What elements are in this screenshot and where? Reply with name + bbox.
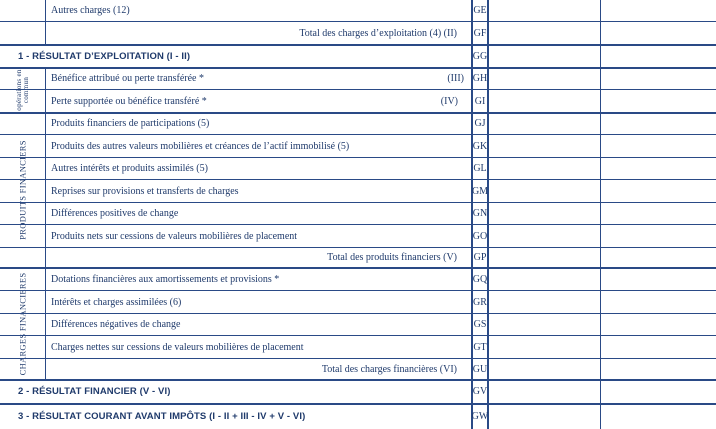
row-autres-charges [0,0,716,22]
row-code: GJ [471,113,489,134]
value-cell-previous[interactable] [601,45,716,67]
row-label: Produits des autres valeurs mobilières et créances de l’actif immobilisé (5) [51,140,350,152]
value-cell-previous[interactable] [601,203,716,224]
row-label: Reprises sur provisions et transferts de charges [51,185,239,197]
value-cell-current[interactable] [489,180,601,202]
row-label: Charges nettes sur cessions de valeurs mobilières de placement [51,341,304,353]
value-cell-current[interactable] [489,404,601,429]
row-total-charges-financieres [0,359,716,380]
value-cell-current[interactable] [489,113,601,134]
value-cell-previous[interactable] [601,22,716,44]
row-label: Intérêts et charges assimilées (6) [51,296,182,308]
row-charges-nettes-cessions [0,336,716,359]
row-label: 2 - RÉSULTAT FINANCIER (V - VI) [18,386,171,397]
value-cell-previous[interactable] [601,314,716,335]
row-code: GF [471,22,489,44]
value-cell-current[interactable] [489,225,601,247]
row-roman: (IV) [440,95,458,107]
row-label: Produits financiers de participations (5) [51,118,210,129]
value-cell-current[interactable] [489,68,601,89]
value-cell-current[interactable] [489,291,601,313]
row-code: GE [471,0,489,21]
row-differences-positives [0,203,716,225]
row-benefice-attribue [0,68,716,90]
sidebar-label: CHARGES FINANCIERES [17,272,27,375]
row-label: 3 - RÉSULTAT COURANT AVANT IMPÔTS (I - II + III - IV + V - VI) [18,411,306,422]
row-produits-autres-valeurs [0,135,716,158]
row-label: Total des produits financiers (V) [327,252,457,263]
row-label: Bénéfice attribué ou perte transférée * [51,73,204,84]
row-reprises-provisions [0,180,716,203]
row-code: GR [471,291,489,313]
value-cell-current[interactable] [489,0,601,21]
value-cell-previous[interactable] [601,380,716,403]
value-cell-previous[interactable] [601,135,716,157]
value-cell-previous[interactable] [601,113,716,134]
row-label: Autres intérêts et produits assimilés (5) [51,163,208,174]
row-label: Différences positives de change [51,208,179,219]
value-cell-current[interactable] [489,22,601,44]
row-code: GV [471,380,489,403]
row-label: Produits nets sur cessions de valeurs mobilières de placement [51,230,298,242]
row-code: GQ [471,268,489,290]
value-cell-current[interactable] [489,359,601,379]
value-cell-previous[interactable] [601,68,716,89]
row-code: GN [471,203,489,224]
value-cell-current[interactable] [489,90,601,112]
row-code: GI [471,90,489,112]
value-cell-current[interactable] [489,268,601,290]
row-label: Perte supportée ou bénéfice transféré * [51,95,207,107]
value-cell-current[interactable] [489,203,601,224]
row-code: GM [471,180,489,202]
row-code: GL [471,158,489,179]
row-label: Total des charges financières (VI) [321,363,457,375]
row-produits-participations [0,113,716,135]
row-code: GS [471,314,489,335]
value-cell-previous[interactable] [601,291,716,313]
row-perte-supportee [0,90,716,113]
row-autres-interets [0,158,716,180]
value-cell-current[interactable] [489,248,601,267]
row-code: GG [471,45,489,67]
row-code: GK [471,135,489,157]
row-label: Total des charges d’exploitation (4) (II) [299,27,457,39]
value-cell-current[interactable] [489,45,601,67]
row-resultat-exploitation [0,45,716,68]
row-produits-nets-cessions [0,225,716,248]
row-total-charges-exploitation [0,22,716,45]
value-cell-previous[interactable] [601,158,716,179]
value-cell-current[interactable] [489,135,601,157]
row-code: GT [471,336,489,358]
value-cell-previous[interactable] [601,268,716,290]
row-label: Dotations financières aux amortissements et provisions * [51,273,280,285]
value-cell-previous[interactable] [601,336,716,358]
row-resultat-courant [0,404,716,429]
row-dotations-financieres [0,268,716,291]
row-differences-negatives [0,314,716,336]
row-label: Autres charges (12) [51,5,130,16]
value-cell-current[interactable] [489,314,601,335]
row-code: GO [471,225,489,247]
row-label: 1 - RÉSULTAT D’EXPLOITATION (I - II) [18,50,191,62]
row-interets-charges [0,291,716,314]
row-roman: (III) [447,73,464,84]
value-cell-previous[interactable] [601,0,716,21]
value-cell-previous[interactable] [601,180,716,202]
value-cell-previous[interactable] [601,359,716,379]
row-total-produits-financiers [0,248,716,268]
row-resultat-financier [0,380,716,404]
value-cell-previous[interactable] [601,90,716,112]
row-code: GH [471,68,489,89]
value-cell-previous[interactable] [601,248,716,267]
value-cell-current[interactable] [489,380,601,403]
value-cell-previous[interactable] [601,404,716,429]
value-cell-previous[interactable] [601,225,716,247]
sidebar-label: PRODUITS FINANCIERS [17,140,27,240]
row-code: GU [471,359,489,379]
row-code: GP [471,248,489,267]
row-code: GW [471,404,489,429]
value-cell-current[interactable] [489,336,601,358]
row-label: Différences négatives de change [51,319,181,330]
sidebar-label: opérations en commun [14,69,30,111]
value-cell-current[interactable] [489,158,601,179]
